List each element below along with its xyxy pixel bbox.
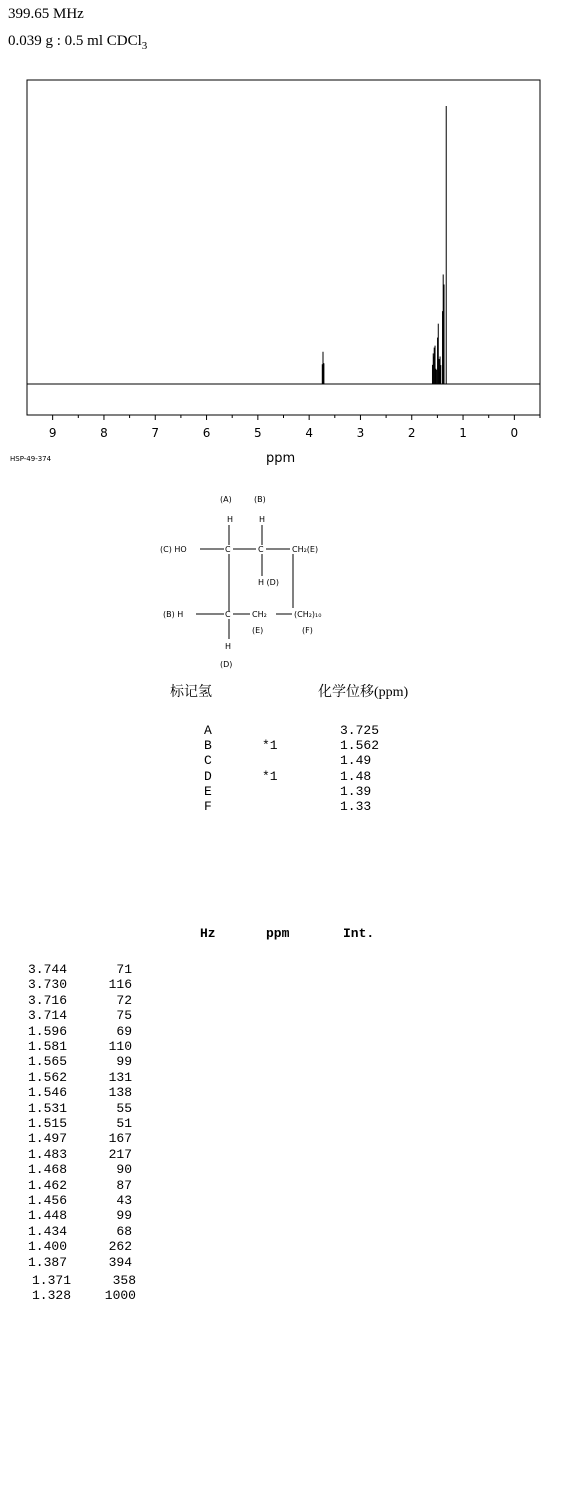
x-tick-label: 6	[202, 426, 211, 440]
structure-label: (E)	[252, 626, 264, 635]
assignment-label: C	[204, 753, 212, 769]
peak-int: 72	[116, 992, 132, 1008]
peak-ppm: 1.546	[27, 1085, 67, 1101]
peak-ppm: 1.387	[27, 1254, 67, 1270]
assignment-shift: 1.39	[340, 783, 372, 799]
peak-int: 110	[108, 1039, 132, 1054]
structure-label: C	[225, 610, 231, 619]
molecule-structure	[0, 0, 570, 680]
peak-int: 99	[116, 1054, 132, 1070]
peak-int: 138	[108, 1085, 132, 1101]
peak-int: 51	[116, 1116, 132, 1131]
peak-int: 358	[112, 1273, 136, 1288]
sample-subscript: 3	[141, 40, 148, 52]
peak-header-ppm: ppm	[266, 926, 290, 941]
assignment-header-shift: 化学位移(ppm)	[318, 685, 409, 700]
peak-ppm: 1.515	[27, 1116, 67, 1131]
assignment-label: E	[204, 783, 212, 799]
assignment-header-label: 标记氢	[170, 685, 212, 700]
peak-ppm: 1.400	[27, 1239, 67, 1255]
peak-ppm: 1.565	[27, 1054, 67, 1070]
peak-ppm: 1.581	[27, 1039, 67, 1054]
sample-text: 0.039 g : 0.5 ml CDCl	[8, 33, 142, 49]
peak-ppm: 1.448	[27, 1208, 67, 1224]
peak-ppm: 3.714	[27, 1008, 67, 1024]
peak-header-hz: Hz	[200, 926, 216, 941]
assignment-note: *1	[262, 768, 278, 784]
x-tick-label: 9	[48, 426, 57, 440]
spectrum-code: HSP-49-374	[10, 455, 52, 463]
peak-int: 131	[108, 1069, 132, 1085]
peak-ppm: 1.531	[27, 1100, 67, 1116]
x-tick-label: 8	[100, 426, 108, 440]
x-tick-label: 5	[254, 426, 262, 440]
peak-ppm: 1.497	[27, 1131, 67, 1147]
peak-int: 90	[116, 1162, 132, 1178]
peak-ppm: 1.483	[27, 1146, 67, 1162]
peak-ppm: 1.456	[27, 1193, 67, 1208]
structure-label: CH₂	[252, 610, 267, 619]
structure-label: C	[225, 545, 231, 554]
x-tick-label: 1	[459, 426, 467, 440]
peak-int: 87	[116, 1177, 132, 1193]
structure-label: (CH₂)₁₀	[294, 610, 322, 619]
x-tick-label: 0	[510, 426, 519, 440]
assignment-label: F	[204, 799, 212, 814]
structure-label: (B)	[254, 495, 266, 504]
peak-int: 217	[108, 1146, 132, 1162]
peak-int: 55	[116, 1100, 132, 1116]
peak-int: 167	[108, 1131, 132, 1147]
assignment-shift: 1.48	[340, 768, 372, 784]
structure-label: (A)	[220, 495, 232, 504]
assignment-label: D	[204, 768, 212, 784]
peak-ppm: 3.716	[27, 992, 67, 1008]
structure-label: CH₂(E)	[292, 545, 319, 554]
peak-ppm: 1.562	[27, 1069, 67, 1085]
peak-ppm: 3.744	[27, 962, 67, 977]
spectrometer-frequency: 399.65 MHz	[8, 6, 84, 22]
structure-label: C	[258, 545, 264, 554]
peak-int: 116	[108, 977, 132, 993]
x-tick-label: 3	[356, 426, 365, 440]
peak-int: 75	[116, 1008, 132, 1024]
structure-labels	[160, 495, 321, 669]
peak-int: 71	[116, 962, 132, 977]
peak-ppm: 1.328	[31, 1288, 71, 1304]
peak-int: 69	[116, 1023, 132, 1039]
structure-label: H	[259, 515, 266, 524]
assignment-note: *1	[262, 738, 278, 754]
peak-int: 1000	[104, 1288, 136, 1304]
assignment-shift: 1.33	[340, 799, 372, 814]
x-tick-label: 7	[151, 426, 160, 440]
assignment-shift: 1.562	[340, 738, 380, 754]
assignment-label: A	[204, 723, 212, 738]
assignment-shift: 3.725	[340, 723, 380, 738]
assignment-label: B	[204, 738, 212, 754]
structure-label: H (D)	[258, 578, 279, 587]
peak-ppm: 1.596	[27, 1023, 67, 1039]
peak-int: 99	[116, 1208, 132, 1224]
peak-int: 262	[108, 1239, 132, 1255]
structure-label: H	[227, 515, 234, 524]
peak-int: 68	[116, 1223, 132, 1239]
peak-int: 394	[108, 1254, 132, 1270]
structure-label: (F)	[302, 626, 313, 635]
assignment-shift: 1.49	[340, 753, 372, 769]
peak-ppm: 1.462	[27, 1177, 67, 1193]
structure-label: (B) H	[163, 610, 184, 619]
x-tick-label: 4	[305, 426, 313, 440]
peak-header-int: Int.	[343, 926, 375, 941]
x-tick-label: 2	[407, 426, 416, 440]
peak-ppm: 1.371	[31, 1273, 71, 1288]
peak-ppm: 1.434	[27, 1223, 67, 1239]
structure-label: H	[225, 642, 232, 651]
structure-label: (D)	[220, 660, 233, 669]
peak-ppm: 1.468	[27, 1162, 67, 1178]
structure-label: (C) HO	[160, 545, 187, 554]
peak-ppm: 3.730	[27, 977, 67, 993]
x-axis-label: ppm	[266, 451, 296, 466]
peak-int: 43	[116, 1193, 132, 1208]
